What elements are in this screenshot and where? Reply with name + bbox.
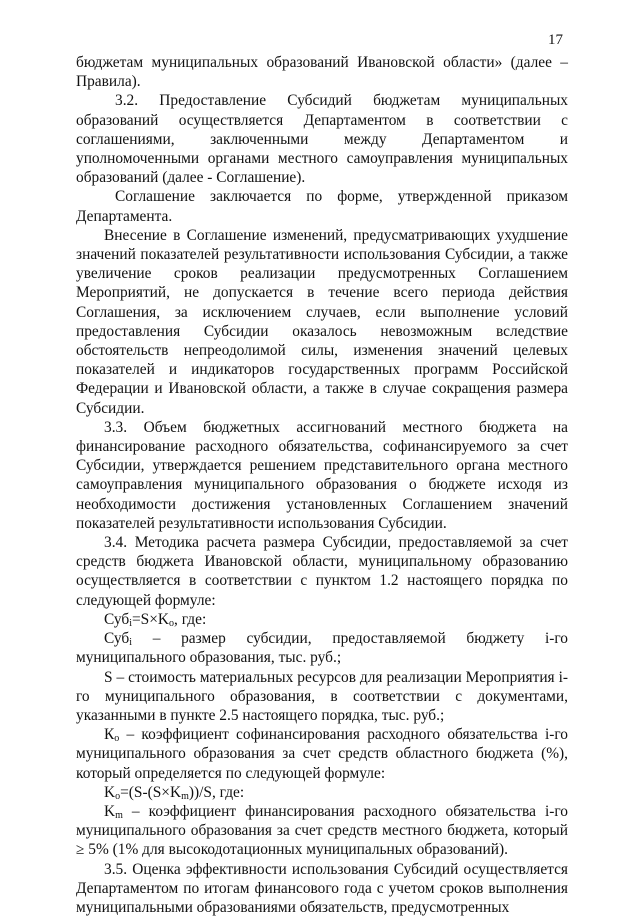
formula-subsidy-lhs-index: i bbox=[129, 617, 132, 629]
definition-s: S – стоимость материальных ресурсов для реализации Мероприятия i-го муниципального образования, в соответствии с документами, указанными в пункте 2.5 настоящего порядка, тыс. руб.; bbox=[76, 668, 568, 724]
definition-km-index: m bbox=[115, 809, 123, 821]
formula-subsidy bbox=[76, 610, 568, 629]
paragraph-agreement-form: Соглашение заключается по форме, утвержденной приказом Департамента. bbox=[76, 188, 568, 225]
formula-subsidy-lhs: Суб bbox=[104, 610, 130, 628]
definition-subsidy-text: – размер субсидии, предоставляемой бюджету i-го муниципального образования, тыс. руб.; bbox=[76, 630, 568, 667]
paragraph-3-4: 3.4. Методика расчета размера Субсидии, предоставляемой за счет средств бюджета Ивановской области, муниципальному образованию осуществляется в соответствии с пунктом 1.2 настоящего порядка по следующей формуле: bbox=[76, 534, 568, 609]
definition-ko-symbol: К bbox=[104, 726, 115, 744]
definition-subsidy-symbol: Суб bbox=[104, 630, 130, 648]
definition-subsidy bbox=[76, 629, 568, 667]
formula-ko-lhs-index: o bbox=[115, 790, 121, 802]
paragraph-agreement-changes: Внесение в Соглашение изменений, предусматривающих ухудшение значений показателей результативности использования Субсидии, а также увеличение сроков реализации предусмотренных Соглашением Мероприятий, не допускается в течение всего периода действия Соглашения, за исключением случаев, если выполнение условий предоставления Субсидии оказалось невозможным вследствие обстоятельств непреодолимой силы, изменения значений целевых показателей и индикаторов государственных программ Российской Федерации и Ивановской области, а также в случае сокращения размера Субсидии. bbox=[76, 226, 568, 417]
formula-ko-tail: ))/S, где: bbox=[188, 783, 245, 801]
paragraph-3-2: 3.2. Предоставление Субсидий бюджетам муниципальных образований осуществляется Департаментом в соответствии с соглашениями, заключенными между Департаментом и уполномоченными органами местного самоуправления муниципальных образований (далее - Соглашение). bbox=[76, 92, 568, 187]
formula-ko bbox=[76, 783, 568, 802]
definition-km-text: – коэффициент финансирования расходного обязательства i-го муниципального образования за счет средств местного бюджета, который ≥ 5% (1% для высокодотационных муниципальных образований). bbox=[76, 802, 568, 859]
page-number: 17 bbox=[548, 32, 563, 48]
definition-ko-index: о bbox=[114, 733, 120, 745]
definition-subsidy-index: i bbox=[129, 637, 132, 649]
definition-ko bbox=[76, 725, 568, 783]
formula-ko-rhs: =(S-(S×K bbox=[120, 783, 182, 801]
formula-ko-rhs-index: m bbox=[181, 790, 189, 802]
paragraph-3-5: 3.5. Оценка эффективности использования Субсидий осуществляется Департаментом по итогам финансового года с учетом сроков выполнения муниципальными образованиями обязательств, предусмотренных bbox=[76, 860, 568, 916]
formula-subsidy-tail: , где: bbox=[174, 610, 207, 628]
formula-subsidy-rhs: =S×K bbox=[132, 610, 170, 628]
paragraph-3-3: 3.3. Объем бюджетных ассигнований местного бюджета на финансирование расходного обязательства, софинансируемого за счет Субсидии, утверждается решением представительного органа местного самоуправления муниципального образования о бюджете исходя из необходимости достижения установленных Соглашением значений показателей результативности использования Субсидии. bbox=[76, 418, 568, 532]
formula-subsidy-rhs-index: o bbox=[169, 617, 175, 629]
paragraph-continuation: бюджетам муниципальных образований Ивановской области» (далее – Правила). bbox=[76, 54, 568, 91]
definition-km bbox=[76, 802, 568, 860]
definition-km-symbol: K bbox=[104, 802, 116, 820]
document-body bbox=[76, 53, 568, 917]
formula-ko-lhs: K bbox=[104, 783, 116, 801]
definition-ko-text: – коэффициент софинансирования расходного обязательства i-го муниципального образования за счет средств областного бюджета (%), который определяется по следующей формуле: bbox=[76, 726, 568, 782]
